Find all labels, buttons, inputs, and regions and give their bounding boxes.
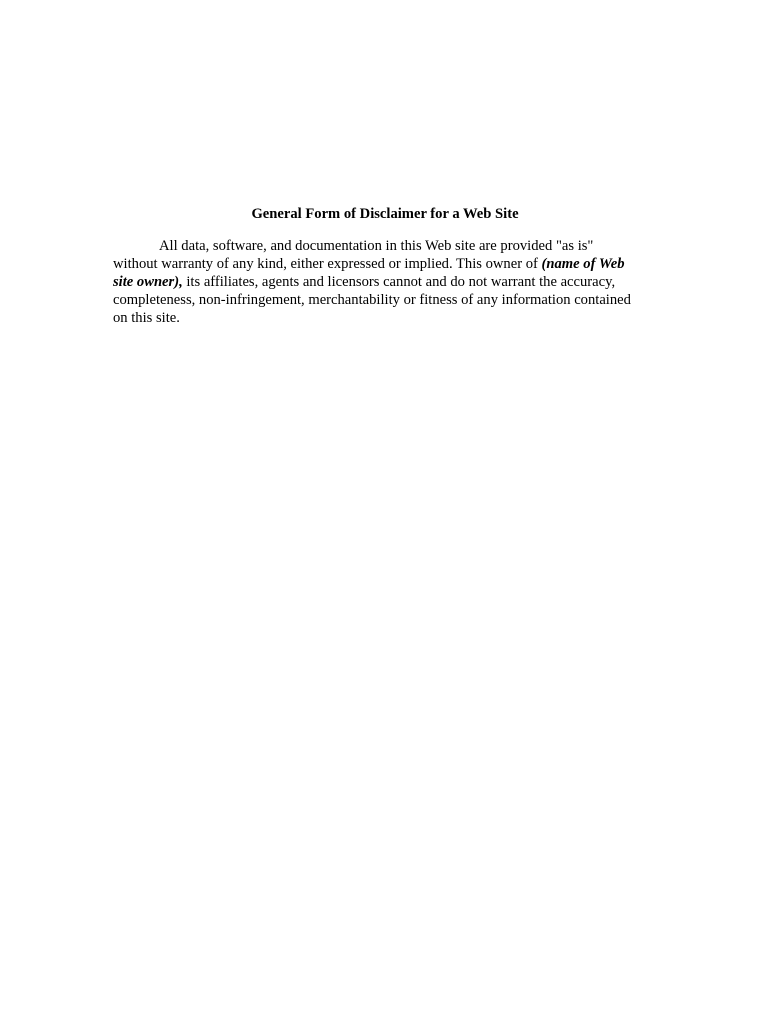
disclaimer-paragraph xyxy=(113,237,658,327)
owner-name-placeholder-part-2: site owner), xyxy=(113,274,183,290)
paragraph-line-2 xyxy=(113,255,658,273)
paragraph-line-5: on this site. xyxy=(113,310,180,326)
paragraph-line-1: All data, software, and documentation in this Web site are provided "as is" xyxy=(159,238,594,254)
paragraph-line-2-text: without warranty of any kind, either expressed or implied. This owner of xyxy=(113,256,542,272)
document-title: General Form of Disclaimer for a Web Site xyxy=(251,206,519,222)
owner-name-placeholder-part-1: (name of Web xyxy=(541,256,625,272)
paragraph-line-4: completeness, non-infringement, merchantability or fitness of any information contained xyxy=(113,292,631,308)
paragraph-line-3 xyxy=(113,273,658,291)
paragraph-line-3-text: its affiliates, agents and licensors cannot and do not warrant the accuracy, xyxy=(182,274,616,290)
